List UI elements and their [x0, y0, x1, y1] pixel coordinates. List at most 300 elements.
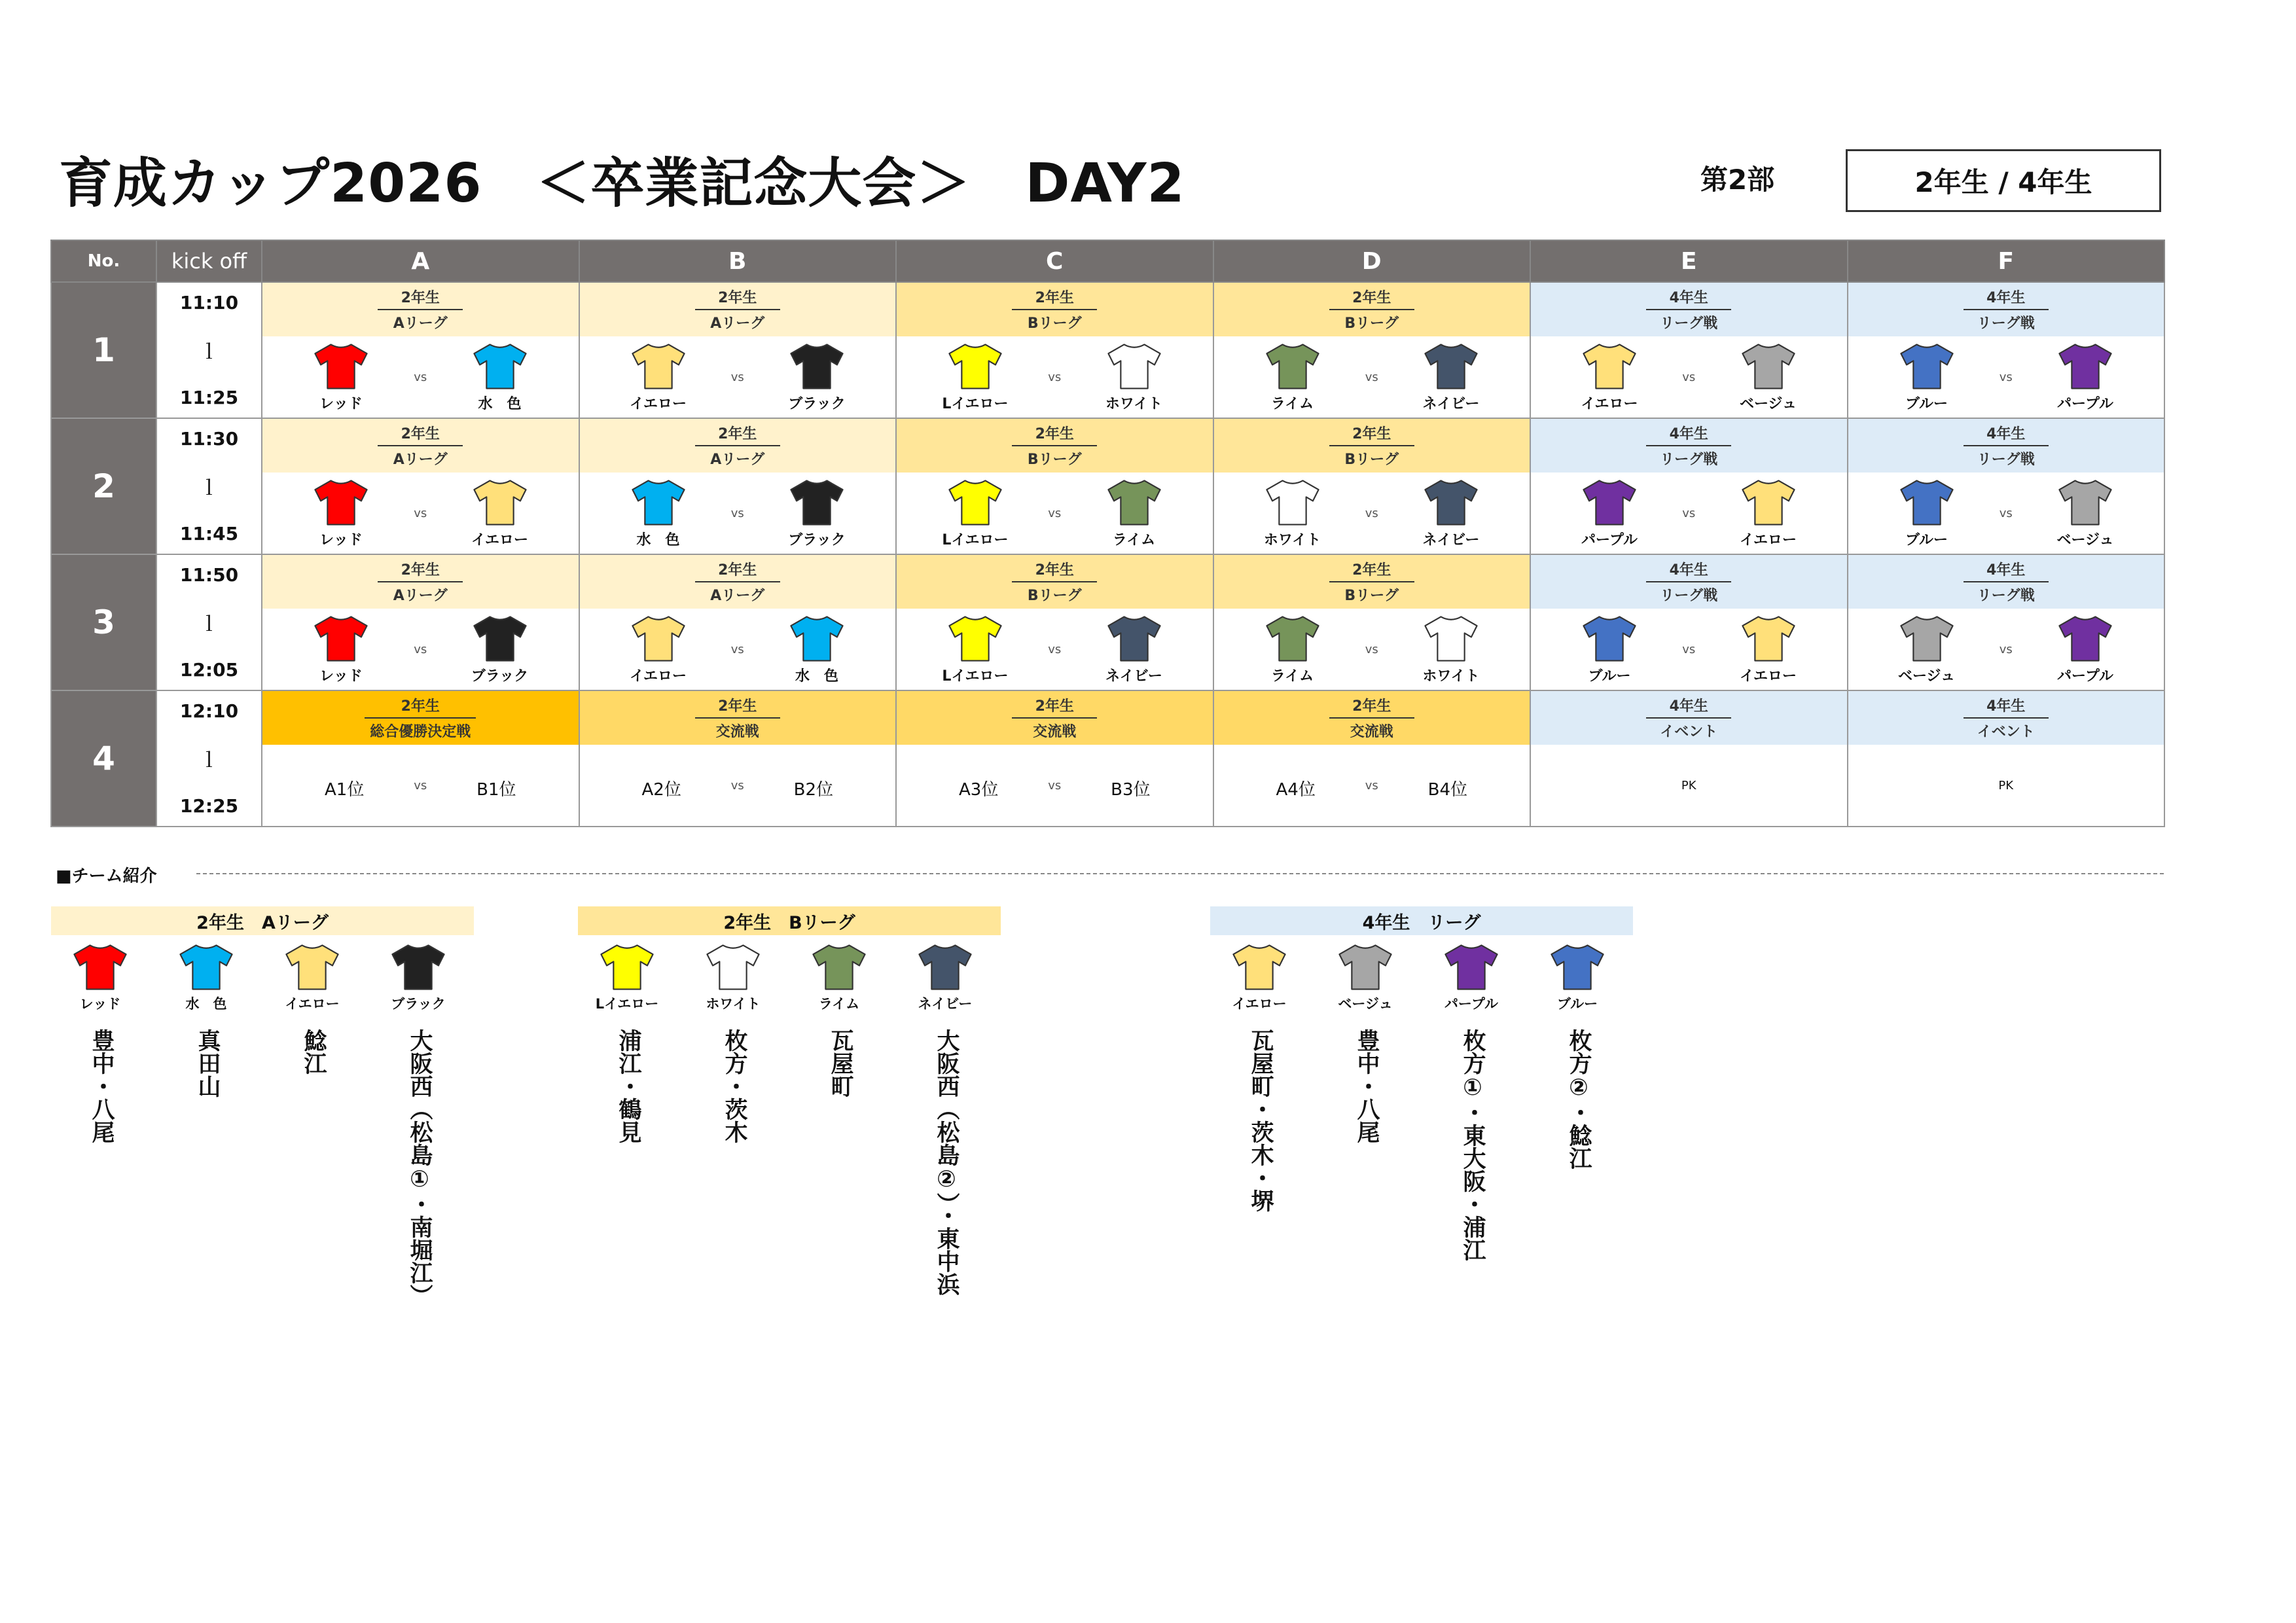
- match-body: [897, 609, 1213, 690]
- match-body: [1531, 473, 1847, 554]
- team-color-label: ブルー: [1556, 996, 1598, 1012]
- team-name: 枚方②・鯰江: [1566, 1029, 1592, 1169]
- match-body: [897, 745, 1213, 826]
- match-league: Aリーグ: [378, 309, 463, 332]
- team-label: イエロー: [1739, 668, 1797, 685]
- divider: [196, 873, 2164, 874]
- match-cell: [579, 418, 897, 554]
- vs-label: vs: [414, 370, 427, 384]
- shirt-icon: [284, 942, 340, 992]
- match-grade: 2年生: [1035, 698, 1074, 715]
- match-cell: [1530, 554, 1848, 690]
- match-header: [897, 691, 1213, 745]
- shirt-icon: [1423, 478, 1479, 527]
- team-label: パープル: [1581, 532, 1638, 548]
- vs-label: vs: [730, 779, 744, 793]
- col-group-header: E: [1530, 240, 1848, 282]
- match-body: [262, 745, 579, 826]
- shirt-icon: [705, 942, 761, 992]
- team-name: 枚方・茨木: [721, 1029, 747, 1143]
- match-header: [262, 555, 579, 609]
- shirt-icon: [178, 942, 234, 992]
- match-league: 交流戦: [1329, 717, 1414, 741]
- match-league: イベント: [1646, 717, 1731, 741]
- away-team: [1729, 478, 1808, 549]
- kickoff-cell: [156, 282, 262, 418]
- match-league: リーグ戦: [1964, 309, 2049, 332]
- table-row: [51, 418, 2164, 554]
- team-label: ベージュ: [1897, 668, 1956, 685]
- team-color-label: ライム: [818, 996, 860, 1012]
- table-row: [51, 554, 2164, 690]
- col-group-header: D: [1213, 240, 1531, 282]
- team-card: [51, 942, 149, 1143]
- match-header: [1214, 419, 1530, 473]
- match-grade: 2年生: [1352, 562, 1391, 579]
- vs-label: vs: [414, 643, 427, 656]
- team-label: ブラック: [788, 532, 846, 548]
- team-label: レッド: [319, 396, 363, 412]
- vs-label: vs: [730, 370, 744, 384]
- away-team: [2046, 478, 2125, 549]
- match-body: [897, 336, 1213, 418]
- shirt-icon: [599, 942, 655, 992]
- shirt-icon: [1106, 342, 1162, 391]
- team-label: ブルー: [1905, 532, 1948, 548]
- match-header: [1531, 555, 1847, 609]
- team-label: パープル: [2056, 668, 2114, 685]
- match-header: [580, 555, 896, 609]
- team-card: [1316, 942, 1414, 1143]
- match-header: [262, 691, 579, 745]
- match-cell: [1848, 554, 2165, 690]
- team-label: ベージュ: [1739, 396, 1797, 412]
- vs-label: vs: [730, 643, 744, 656]
- away-placeholder: B4位: [1427, 780, 1467, 800]
- table-row: [51, 282, 2164, 418]
- match-league: Aリーグ: [378, 445, 463, 469]
- match-body: [580, 609, 896, 690]
- match-body: [262, 473, 579, 554]
- team-color-label: レッド: [79, 996, 121, 1012]
- match-body: [580, 473, 896, 554]
- team-card: [1210, 942, 1308, 1212]
- team-label: 水 色: [636, 532, 680, 548]
- away-team: [2046, 614, 2125, 685]
- vs-label: vs: [1048, 370, 1062, 384]
- team-name: 瓦屋町・茨木・堺: [1247, 1029, 1274, 1212]
- vs-label: vs: [1048, 507, 1062, 520]
- match-league: Bリーグ: [1329, 309, 1414, 332]
- match-body: [1214, 336, 1530, 418]
- match-grade: 2年生: [718, 562, 757, 579]
- match-cell: [1530, 282, 1848, 418]
- away-team: [1095, 614, 1174, 685]
- home-placeholder: A4位: [1276, 780, 1316, 800]
- away-team: [461, 342, 539, 413]
- away-team: [778, 342, 856, 413]
- shirt-icon: [1443, 942, 1499, 992]
- team-card: [1422, 942, 1520, 1261]
- match-cell: [1530, 418, 1848, 554]
- match-cell: [262, 690, 579, 827]
- shirt-icon: [472, 614, 528, 664]
- match-header: [897, 283, 1213, 336]
- match-cell: [896, 282, 1213, 418]
- team-color-label: ブラック: [391, 996, 446, 1012]
- shirt-icon: [1423, 614, 1479, 664]
- team-name: 大阪西（松島②）・東中浜: [933, 1029, 960, 1296]
- match-grade: 4年生: [1669, 698, 1708, 715]
- team-card: [578, 942, 676, 1143]
- team-label: ベージュ: [2056, 532, 2114, 548]
- team-card: [263, 942, 361, 1075]
- match-header: [1848, 691, 2164, 745]
- team-label: イエロー: [629, 396, 687, 412]
- shirt-icon: [1740, 614, 1797, 664]
- kickoff-start: 11:50: [179, 564, 239, 586]
- match-grade: 4年生: [1986, 562, 2026, 579]
- vs-label: vs: [1682, 507, 1696, 520]
- match-cell: [579, 282, 897, 418]
- schedule-table: [50, 240, 2165, 827]
- match-grade: 4年生: [1669, 562, 1708, 579]
- away-placeholder: B1位: [476, 780, 516, 800]
- match-league: Bリーグ: [1012, 445, 1097, 469]
- team-label: ネイビー: [1422, 396, 1480, 412]
- col-group-header: A: [262, 240, 579, 282]
- away-team: [1729, 614, 1808, 685]
- match-cell: [262, 554, 579, 690]
- match-body: [1214, 609, 1530, 690]
- team-card: [1528, 942, 1626, 1169]
- away-team: [461, 614, 539, 685]
- team-label: イエロー: [471, 532, 529, 548]
- match-body: [897, 473, 1213, 554]
- shirt-icon: [917, 942, 973, 992]
- match-cell: [1530, 690, 1848, 827]
- team-color-label: イエロー: [285, 996, 340, 1012]
- team-color-label: パープル: [1444, 996, 1499, 1012]
- team-color-label: ネイビー: [918, 996, 973, 1012]
- match-league: Bリーグ: [1329, 581, 1414, 605]
- team-card: [369, 942, 467, 1307]
- shirt-icon: [1740, 478, 1797, 527]
- match-body: [262, 609, 579, 690]
- match-body: [262, 336, 579, 418]
- team-label: Lイエロー: [942, 396, 1009, 412]
- team-label: ブルー: [1588, 668, 1631, 685]
- team-label: ライム: [1270, 668, 1314, 685]
- col-group-header: C: [896, 240, 1213, 282]
- col-group-header: F: [1848, 240, 2165, 282]
- team-name: 豊中・八尾: [88, 1029, 115, 1143]
- team-label: イエロー: [629, 668, 687, 685]
- shirt-icon: [390, 942, 446, 992]
- match-number: 3: [51, 554, 156, 690]
- match-grade: 2年生: [718, 698, 757, 715]
- table-row: [51, 690, 2164, 827]
- away-team: [1095, 342, 1174, 413]
- grade-box: 2年生 / 4年生: [1846, 149, 2161, 212]
- team-name: 浦江・鶴見: [615, 1029, 641, 1143]
- match-body: [580, 336, 896, 418]
- vs-label: vs: [730, 507, 744, 520]
- match-grade: 4年生: [1669, 290, 1708, 306]
- match-grade: 2年生: [401, 290, 440, 306]
- match-league: リーグ戦: [1646, 445, 1731, 469]
- team-name: 真田山: [194, 1029, 221, 1097]
- team-label: 水 色: [795, 668, 838, 685]
- match-cell: [896, 418, 1213, 554]
- match-cell: [579, 690, 897, 827]
- team-label: レッド: [319, 668, 363, 685]
- kickoff-cell: [156, 554, 262, 690]
- match-grade: 4年生: [1669, 426, 1708, 442]
- vs-label: vs: [1682, 643, 1696, 656]
- match-header: [580, 283, 896, 336]
- match-cell: [896, 690, 1213, 827]
- match-cell: [1213, 418, 1531, 554]
- col-kickoff-header: kick off: [156, 240, 262, 282]
- match-grade: 2年生: [718, 426, 757, 442]
- shirt-icon: [1106, 614, 1162, 664]
- team-color-label: 水 色: [185, 996, 227, 1012]
- team-label: ネイビー: [1422, 532, 1480, 548]
- team-label: イエロー: [1581, 396, 1638, 412]
- away-team: [1412, 342, 1490, 413]
- match-league: リーグ戦: [1646, 309, 1731, 332]
- shirt-icon: [2057, 478, 2113, 527]
- team-label: Lイエロー: [942, 532, 1009, 548]
- away-team: [778, 614, 856, 685]
- match-grade: 2年生: [1352, 698, 1391, 715]
- shirt-icon: [1740, 342, 1797, 391]
- team-card: [896, 942, 994, 1296]
- team-label: ネイビー: [1105, 668, 1162, 685]
- match-cell: [262, 418, 579, 554]
- team-name: 鯰江: [300, 1029, 327, 1075]
- team-label: ライム: [1270, 396, 1314, 412]
- match-grade: 2年生: [1035, 562, 1074, 579]
- away-team: [1412, 478, 1490, 549]
- league-header: 2年生 Bリーグ: [578, 906, 1001, 935]
- match-league: リーグ戦: [1964, 445, 2049, 469]
- match-cell: [1848, 690, 2165, 827]
- team-card: [790, 942, 888, 1097]
- match-header: [262, 283, 579, 336]
- away-placeholder: B3位: [1111, 780, 1151, 800]
- match-league: 交流戦: [695, 717, 780, 741]
- shirt-icon: [1106, 478, 1162, 527]
- match-league: 総合優勝決定戦: [365, 717, 476, 741]
- team-name: 瓦屋町: [827, 1029, 853, 1097]
- team-name: 豊中・八尾: [1354, 1029, 1380, 1143]
- match-cell: [896, 554, 1213, 690]
- match-league: リーグ戦: [1964, 581, 2049, 605]
- away-team: [1729, 342, 1808, 413]
- match-cell: [1213, 690, 1531, 827]
- home-placeholder: A3位: [959, 780, 999, 800]
- match-grade: 2年生: [401, 426, 440, 442]
- match-header: [1531, 419, 1847, 473]
- match-league: リーグ戦: [1646, 581, 1731, 605]
- match-number: 2: [51, 418, 156, 554]
- team-color-label: イエロー: [1232, 996, 1287, 1012]
- away-team: [1095, 478, 1174, 549]
- kickoff-end: 12:05: [179, 659, 239, 681]
- match-header: [1531, 283, 1847, 336]
- match-cell: [1213, 554, 1531, 690]
- vs-label: vs: [1365, 779, 1378, 793]
- match-header: [1848, 419, 2164, 473]
- match-header: [1531, 691, 1847, 745]
- shirt-icon: [789, 478, 845, 527]
- match-cell: [1848, 282, 2165, 418]
- away-placeholder: B2位: [793, 780, 833, 800]
- team-color-label: Lイエロー: [595, 996, 659, 1012]
- kickoff-separator: ｌ: [199, 341, 219, 364]
- match-header: [1214, 555, 1530, 609]
- shirt-icon: [2057, 614, 2113, 664]
- vs-label: vs: [1999, 370, 2013, 384]
- team-label: 水 色: [478, 396, 522, 412]
- kickoff-cell: [156, 418, 262, 554]
- match-grade: 2年生: [718, 290, 757, 306]
- shirt-icon: [472, 342, 528, 391]
- match-header: [262, 419, 579, 473]
- part-label: 第2部: [1700, 164, 1775, 196]
- shirt-icon: [1549, 942, 1605, 992]
- vs-label: vs: [1048, 643, 1062, 656]
- table-header-row: [51, 240, 2164, 282]
- event-label: PK: [1681, 779, 1696, 793]
- match-cell: [262, 282, 579, 418]
- vs-label: vs: [1365, 370, 1378, 384]
- team-label: ブラック: [471, 668, 529, 685]
- away-team: [461, 478, 539, 549]
- match-number: 1: [51, 282, 156, 418]
- vs-label: vs: [1048, 779, 1062, 793]
- match-grade: 4年生: [1986, 698, 2026, 715]
- match-cell: [1848, 418, 2165, 554]
- match-body: [1531, 336, 1847, 418]
- match-league: イベント: [1964, 717, 2049, 741]
- shirt-icon: [1337, 942, 1393, 992]
- kickoff-start: 11:10: [179, 292, 239, 313]
- match-cell: [1213, 282, 1531, 418]
- team-label: ホワイト: [1422, 668, 1480, 685]
- team-color-label: ホワイト: [706, 996, 761, 1012]
- match-cell: [579, 554, 897, 690]
- team-label: Lイエロー: [942, 668, 1009, 685]
- kickoff-separator: ｌ: [199, 477, 219, 500]
- vs-label: vs: [1365, 507, 1378, 520]
- team-color-label: ベージュ: [1338, 996, 1393, 1012]
- match-league: Aリーグ: [695, 309, 780, 332]
- away-team: [2046, 342, 2125, 413]
- match-header: [1214, 283, 1530, 336]
- shirt-icon: [472, 478, 528, 527]
- shirt-icon: [2057, 342, 2113, 391]
- match-league: Bリーグ: [1012, 581, 1097, 605]
- shirt-icon: [811, 942, 867, 992]
- home-placeholder: A1位: [325, 780, 365, 800]
- match-body: [1214, 745, 1530, 826]
- match-grade: 2年生: [1352, 426, 1391, 442]
- team-card: [684, 942, 782, 1143]
- page-title: 育成カップ2026 ＜卒業記念大会＞ DAY2: [59, 152, 1185, 215]
- col-no-header: No.: [51, 240, 156, 282]
- match-league: Aリーグ: [695, 445, 780, 469]
- league-header: 2年生 Aリーグ: [51, 906, 474, 935]
- vs-label: vs: [414, 779, 427, 793]
- shirt-icon: [1231, 942, 1287, 992]
- match-body: [1848, 609, 2164, 690]
- team-intro-title: ■チーム紹介: [56, 866, 157, 886]
- team-label: ホワイト: [1105, 396, 1163, 412]
- kickoff-end: 12:25: [179, 795, 239, 817]
- shirt-icon: [789, 342, 845, 391]
- away-team: [778, 478, 856, 549]
- match-body: [1214, 473, 1530, 554]
- vs-label: vs: [1365, 643, 1378, 656]
- match-header: [580, 419, 896, 473]
- match-league: Bリーグ: [1329, 445, 1414, 469]
- match-header: [580, 691, 896, 745]
- match-header: [897, 555, 1213, 609]
- event-label: PK: [1998, 779, 2014, 793]
- shirt-icon: [789, 614, 845, 664]
- team-card: [157, 942, 255, 1097]
- match-body: [1848, 473, 2164, 554]
- match-league: Bリーグ: [1012, 309, 1097, 332]
- col-group-header: B: [579, 240, 897, 282]
- match-body: [580, 745, 896, 826]
- team-name: 大阪西（松島①・南堀江）: [406, 1029, 433, 1307]
- team-label: ブルー: [1905, 396, 1948, 412]
- kickoff-start: 11:30: [179, 428, 239, 450]
- vs-label: vs: [1999, 643, 2013, 656]
- kickoff-cell: [156, 690, 262, 827]
- match-league: Aリーグ: [378, 581, 463, 605]
- match-number: 4: [51, 690, 156, 827]
- home-placeholder: A2位: [641, 780, 681, 800]
- match-body: [1531, 745, 1847, 826]
- kickoff-separator: ｌ: [199, 749, 219, 772]
- match-league: Aリーグ: [695, 581, 780, 605]
- vs-label: vs: [1682, 370, 1696, 384]
- match-grade: 2年生: [1035, 426, 1074, 442]
- match-grade: 2年生: [401, 562, 440, 579]
- kickoff-start: 12:10: [179, 700, 239, 722]
- vs-label: vs: [1999, 507, 2013, 520]
- kickoff-end: 11:25: [179, 387, 239, 408]
- team-label: ホワイト: [1263, 532, 1321, 548]
- match-grade: 2年生: [1352, 290, 1391, 306]
- team-label: ライム: [1112, 532, 1156, 548]
- away-team: [1412, 614, 1490, 685]
- match-body: [1848, 336, 2164, 418]
- team-label: イエロー: [1739, 532, 1797, 548]
- match-header: [1848, 555, 2164, 609]
- match-header: [897, 419, 1213, 473]
- team-label: ブラック: [788, 396, 846, 412]
- match-grade: 4年生: [1986, 290, 2026, 306]
- team-label: レッド: [319, 532, 363, 548]
- league-header: 4年生 リーグ: [1210, 906, 1633, 935]
- kickoff-end: 11:45: [179, 523, 239, 544]
